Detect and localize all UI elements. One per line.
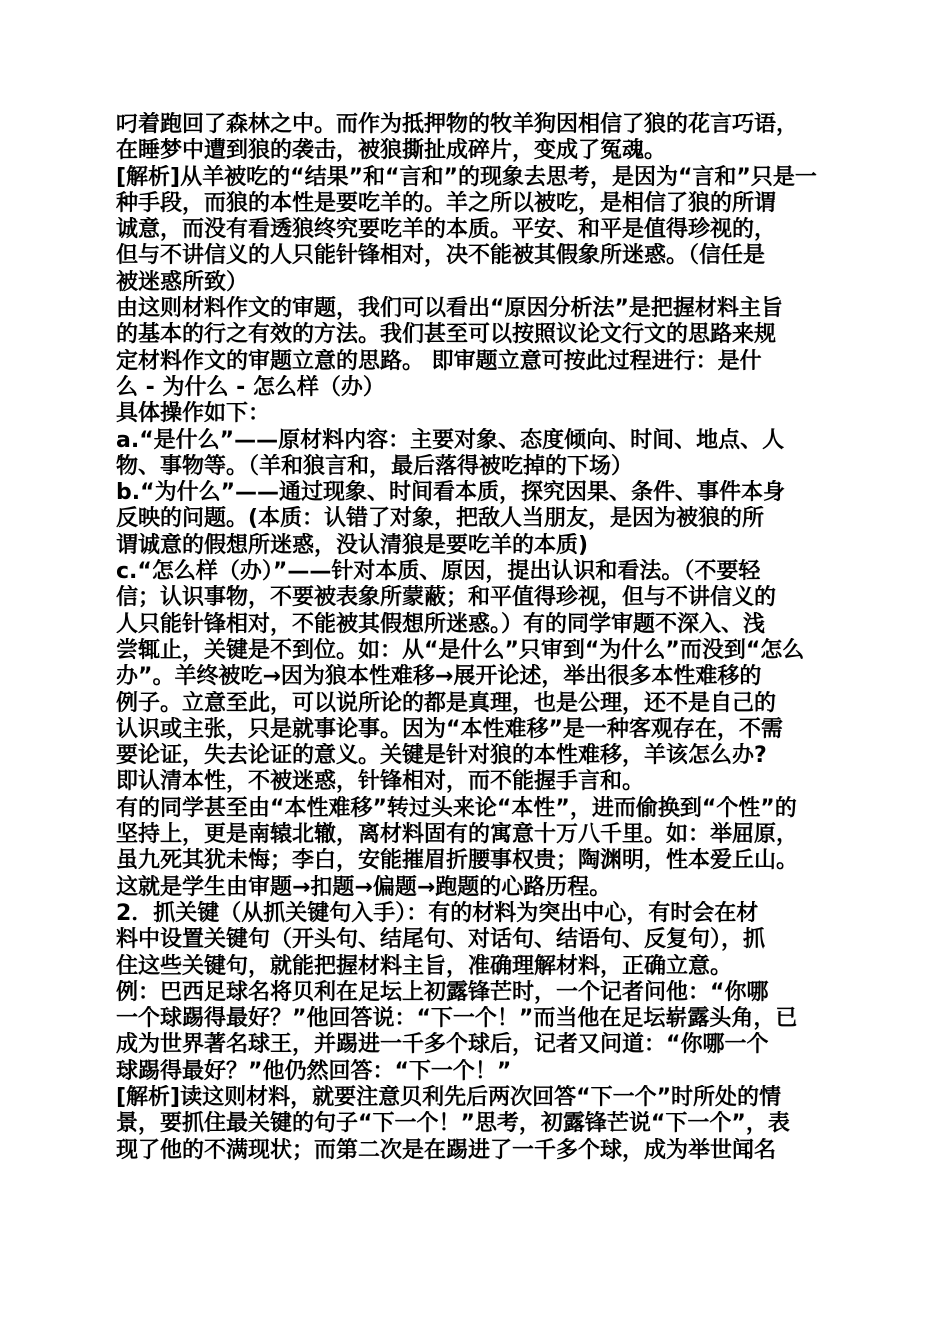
text-line: 种手段，而狼的本性是要吃羊的。羊之所以被吃，是相信了狼的所谓 xyxy=(116,190,777,216)
text-line: 料中设置关键句（开头句、结尾句、对话句、结语句、反复句），抓 xyxy=(116,927,766,953)
text-line: 住这些关键句，就能把握材料主旨，准确理解材料，正确立意。 xyxy=(116,953,733,979)
text-line: 成为世界著名球王，并踢进一千多个球后，记者又问道：“你哪一个 xyxy=(116,1032,769,1058)
text-line: 定材料作文的审题立意的思路。 即审题立意可按此过程进行：是什 xyxy=(116,348,762,374)
text-line: 例：巴西足球名将贝利在足坛上初露锋芒时，一个记者问他：“你哪 xyxy=(116,979,769,1005)
text-line: 的基本的行之有效的方法。我们甚至可以按照议论文行文的思路来规 xyxy=(116,322,777,348)
text-line: 认识或主张，只是就事论事。因为“本性难移”是一种客观存在，不需 xyxy=(116,716,783,742)
text-line: 例子。立意至此，可以说所论的都是真理，也是公理，还不是自己的 xyxy=(116,690,777,716)
text-line: 被迷惑所致） xyxy=(116,269,249,295)
text-line: c.“怎么样（办）”——针对本质、原因，提出认识和看法。（不要轻 xyxy=(116,559,761,585)
text-line: 一个球踢得最好？”他回答说：“下一个！”而当他在足坛崭露头角，已 xyxy=(116,1006,798,1032)
text-line: 尝辄止，关键是不到位。如：从“是什么”只审到“为什么”而没到“怎么 xyxy=(116,637,805,663)
text-line: 即认清本性，不被迷惑，针锋相对，而不能握手言和。 xyxy=(116,769,645,795)
text-line: 但与不讲信义的人只能针锋相对，决不能被其假象所迷惑。（信任是 xyxy=(116,243,766,269)
text-line: 信；认识事物，不要被表象所蒙蔽；和平值得珍视，但与不讲信义的 xyxy=(116,585,777,611)
text-line: 虽九死其犹未悔；李白，安能摧眉折腰事权贵；陶渊明，性本爱丘山。 xyxy=(116,848,799,874)
text-line: 人只能针锋相对，不能被其假想所迷惑。）有的同学审题不深入、浅 xyxy=(116,611,766,637)
text-line: 反映的问题。(本质：认错了对象，把敌人当朋友，是因为被狼的所 xyxy=(116,506,765,532)
text-line: 这就是学生由审题→扣题→偏题→跑题的心路历程。 xyxy=(116,874,612,900)
text-line: b.“为什么”——通过现象、时间看本质，探究因果、条件、事件本身 xyxy=(116,480,786,506)
text-line: 么 - 为什么 - 怎么样（办） xyxy=(116,374,385,400)
text-line: 坚持上，更是南辕北辙，离材料固有的寓意十万八千里。如：举屈原， xyxy=(116,822,799,848)
text-line: 现了他的不满现状；而第二次是在踢进了一千多个球，成为举世闻名 xyxy=(116,1137,777,1163)
text-line: a.“是什么”——原材料内容：主要对象、态度倾向、时间、地点、人 xyxy=(116,427,785,453)
text-line: 由这则材料作文的审题，我们可以看出“原因分析法”是把握材料主旨 xyxy=(116,296,783,322)
text-line: 叼着跑回了森林之中。而作为抵押物的牧羊狗因相信了狼的花言巧语， xyxy=(116,112,799,137)
text-line: 在睡梦中遭到狼的袭击，被狼撕扯成碎片，变成了冤魂。 xyxy=(116,138,667,164)
document-page xyxy=(116,112,846,1164)
text-line: 景，要抓住最关键的句子“下一个！”思考，初露锋芒说“下一个”，表 xyxy=(116,1111,790,1137)
text-line: 办”。羊终被吃→因为狼本性难移→展开论述，举出很多本性难移的 xyxy=(116,664,762,690)
text-line: 2．抓关键（从抓关键句入手）：有的材料为突出中心，有时会在材 xyxy=(116,900,759,926)
text-line: [解析]从羊被吃的“结果”和“言和”的现象去思考，是因为“言和”只是一 xyxy=(116,164,817,190)
text-line: [解析]读这则材料，就要注意贝利先后两次回答“下一个”时所处的情 xyxy=(116,1084,782,1110)
text-line: 具体操作如下： xyxy=(116,401,271,427)
text-line: 谓诚意的假想所迷惑，没认清狼是要吃羊的本质) xyxy=(116,532,589,558)
text-line: 要论证，失去论证的意义。关键是针对狼的本性难移，羊该怎么办? xyxy=(116,743,767,769)
text-line: 诚意，而没有看透狼终究要吃羊的本质。平安、和平是值得珍视的， xyxy=(116,217,777,243)
text-line: 物、事物等。（羊和狼言和，最后落得被吃掉的下场） xyxy=(116,453,634,479)
text-line: 有的同学甚至由“本性难移”转过头来论“本性”，进而偷换到“个性”的 xyxy=(116,795,797,821)
text-line: 球踢得最好？”他仍然回答：“下一个！” xyxy=(116,1058,512,1084)
